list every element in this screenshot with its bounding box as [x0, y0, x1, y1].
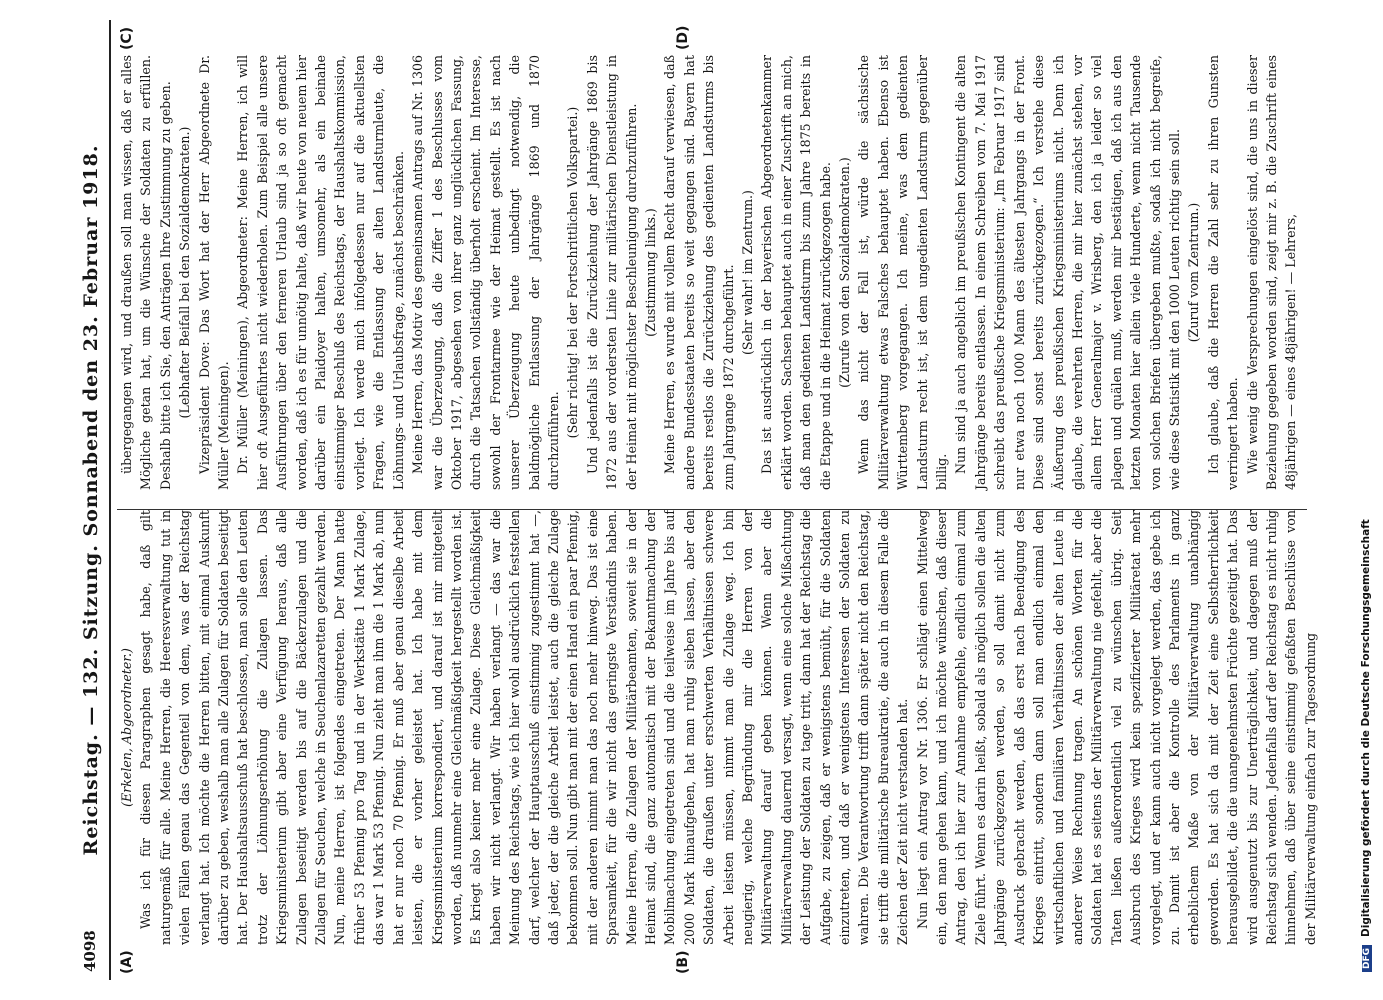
- paragraph: Das ist ausdrücklich in der bayerischen Abgeordnetenkammer erklärt worden. Sachsen behauptet auch in einer Zuschrift an mich, daß man den gedienten Landsturm bis zum Jahre 1875 bereits in die Etappe und in die Heimat zurückgezogen habe.: [759, 55, 833, 490]
- column-divider: [117, 509, 1307, 510]
- rotated-page: [55, 20, 1355, 980]
- paragraph: Wie wenig die Versprechungen eingelöst sind, die uns in dieser Beziehung gegeben worden sind, zeigt mir z. B. die Zuschrift eines 48jährigen — eines 48jährigen! — Lehrers,: [1244, 55, 1299, 490]
- paragraph: Wenn das nicht der Fall ist, würde die sächsische Militärverwaltung etwas Falsches behauptet haben. Ebenso ist Württemberg vorgegangen. Ich meine, was dem gedienten Landsturm recht ist, ist dem ungedienten Landsturm gegenüber billig.: [856, 55, 950, 490]
- paragraph: Meine Herren, das Motiv des gemeinsamen Antrags auf Nr. 1306 war die Überzeugung, daß die Ziffer 1 des Beschlusses vom Oktober 1917, abgesehen von ihrer ganz unglücklichen Fassung, durch die Tatsachen vollständig überholt erscheint. Im Interesse, sowohl der Frontarmee wie der Heimat gestellt. Es ist nach unserer Überzeugung heute unbedingt notwendig, die baldmögliche Entlassung der Jahrgänge 1869 und 1870 durchzuführen.: [410, 55, 561, 490]
- margin-marker-c: (C): [119, 26, 135, 50]
- interjection: (Zuruf vom Zentrum.): [1186, 202, 1202, 343]
- paragraph: Was ich für diesen Paragraphen gesagt habe, daß gilt naturgemäß für alle. Meine Herren, die Heeresverwaltung tut in vielen Fällen genau das Gegenteil von dem, was der Reichstag verlangt hat. Ich möchte die Herren bitten, mit einmal Auskunft darüber zu geben, weshalb man alle Zulagen für Soldaten beseitigt hat. Der Haushaltsausschuß hat beschlossen, man solle den Leuten trotz der Löhnungserhöhung die Zulagen lassen. Das Kriegsministerium gibt aber eine Verfügung heraus, daß alle Zulagen beseitigt werden bis auf die Bäckerzulagen und die Zulagen für Seuchen, welche in Seuchenlazaretten gezahlt werden. Nun, meine Herren, ist folgendes eingetreten. Der Mann hatte früher 53 Pfennig pro Tag und in der Werkstätte 1 Mark Zulage, das war 1 Mark 53 Pfennig. Nun zieht man ihm die 1 Mark ab, nun hat er nur noch 70 Pfennig. Er muß aber genau dieselbe Arbeit leisten, die er vorher geleistet hat. Ich habe mit dem Kriegsministerium korrespondiert, und darauf ist mir mitgeteilt worden, daß nunmehr eine Gleichmäßigkeit hergestellt worden ist. Es kriegt also keiner mehr eine Zulage. Diese Gleichmäßigkeit haben wir nicht verlangt. Wir haben verlangt — das war die Meinung des Reichstags, wie ich hier wohl ausdrücklich feststellen darf, welcher der Hauptausschuß einstimmig zugestimmt hat —, daß jeder, der die gleiche Arbeit leistet, auch die gleiche Zulage bekommen soll. Nun gibt man mit der einen Hand ein paar Pfennig, mit der anderen nimmt man das noch mehr hinweg. Das ist eine Sparsamkeit, für die wir nicht das geringste Verständnis haben. Meine Herren, die Zulagen der Militärbeamten, soweit sie in der Heimat sind, die ganz automatisch mit der Bekanntmachung der Mobilmachung eingetreten sind und die teilweise im Jahre bis auf 2000 Mark hinaufgehen, hat man ruhig sieben lassen, aber den Soldaten, die draußen unter erschwerten Verhältnissen schwere Arbeit leisten müssen, nimmt man die Zulage weg. Ich bin neugierig, welche Begründung mir die Herren von der Militärverwaltung darauf geben können. Wenn aber die Militärverwaltung dauernd versagt, wenn eine solche Mißachtung der Leistung der Soldaten zu tage tritt, dann hat der Reichstag die Aufgabe, zu zeigen, daß er wenigstens bemüht, für die Soldaten einzutreten, und daß er wenigstens Interessen der Soldaten zu wahren. Die Verantwortung trifft dann später nicht den Reichstag, sie trifft die militärische Bureaukratie, die auch in diesem Falle die Zeichen der Zeit nicht verstanden hat.: [138, 510, 911, 945]
- margin-marker-d: (D): [675, 25, 691, 50]
- paragraph: Meine Herren, es wurde mit vollem Recht darauf verwiesen, daß andere Bundesstaaten bereits so weit gegangen sind. Bayern hat bereits restlos die Zurückziehung des gedienten Landsturms bis zum Jahrgange 1872 durchgeführt.: [662, 55, 736, 490]
- paragraph: Dr. Müller (Meiningen), Abgeordneter: Meine Herren, ich will hier oft Ausgeführtes nicht wiederholen. Zum Beispiel alle unsere Ausführungen über den ferneren Urlaub sind ja so oft gemacht worden, daß ich es für unnötig halte, daß wir heute von neuem hier darüber ein Plaidoyer halten, umsomehr, als ein beinahe einstimmiger Beschluß des Reichstags, der Haushaltskommission, vorliegt. Ich werde mich infolgedessen nur auf die aktuellsten Fragen, wie die Entlassung der alten Landsturmleute, die Löhnungs- und Urlaubsfrage, zunächst beschränken.: [235, 55, 406, 490]
- interjection: (Lebhafter Beifall bei den Sozialdemokraten.): [177, 126, 193, 419]
- paragraph: Nun sind ja auch angeblich im preußischen Kontingent die alten Jahrgänge bereits entlassen. In einem Schreiben vom 7. Mai 1917 schreibt das preußische Kriegsministerium: „Im Februar 1917 sind nur etwa noch 1000 Mann des ältesten Jahrgangs in der Front. Diese sind sonst bereits zurückgezogen.“ Ich verstehe diese Äußerung des preußischen Kriegsministeriums nicht. Denn ich glaube, die verehrten Herren, die mir hier zunächst stehen, vor allem Herr Generalmajor v. Wrisberg, den ich ja leider so viel plagen und quälen muß, werden mir bestätigen, daß ich aus den letzten Monaten hier allein viele Hunderte, wenn nicht Tausende von solchen Briefen übergeben mußte, sodaß ich nicht begreife, wie diese Statistik mit den 1000 Leuten richtig sein soll.: [953, 55, 1182, 490]
- page-header: [75, 20, 111, 980]
- paragraph: Nun liegt ein Antrag vor Nr. 1306. Er schlägt einen Mittelweg ein, den man gehen kann, und ich möchte wünschen, daß dieser Antrag, den ich hier zur Annahme empfehle, endlich einmal zum Ziele führt. Wenn es darin heißt, sobald als möglich sollen die alten Jahrgänge zurückgezogen werden, so soll damit nicht zum Ausdruck gebracht werden, daß das erst nach Beendigung des Krieges eintritt, sondern dann soll man endlich einmal den wirtschaftlichen und familiären Verhältnissen der alten Leute in anderer Weise Rechnung tragen. An schönen Worten für die Soldaten hat es seitens der Militärverwaltung nie gefehlt, aber die Taten ließen außerordentlich viel zu wünschen übrig. Seit Ausbruch des Krieges wird kein spezifizierter Militäretat mehr vorgelegt, und er kann auch nicht vorgelegt werden, das gebe ich zu. Damit ist aber die Kontrolle des Parlaments in ganz erheblichem Maße von der Militärverwaltung unabhängig geworden. Es hat sich da mit der Zeit eine Selbstherrlichkeit herausgebildet, die die unangenehmsten Früchte gezeitigt hat. Das wird ausgenutzt bis zur Unerträglichkeit, und dagegen muß der Reichstag sich wenden. Jedenfalls darf der Reichstag es nicht ruhig hinnehmen, daß über seine einstimmig gefaßten Beschlüsse von der Militärverwaltung einfach zur Tagesordnung: [914, 510, 1318, 945]
- dfg-badge: DFG: [1362, 945, 1372, 972]
- interjection: (Sehr richtig! bei der Fortschrittlichen Volkspartei.): [565, 106, 581, 439]
- funding-note: Digitalisierung gefördert durch die Deutsche Forschungsgemeinschaft: [1360, 519, 1372, 937]
- interjection: (Zurufe von den Sozialdemokraten.): [837, 157, 853, 388]
- side-note: [1360, 10, 1380, 990]
- paragraph: Ich glaube, daß die Herren die Zahl sehr zu ihren Gunsten verringert haben.: [1205, 55, 1241, 490]
- paragraph: Vizepräsident Dove: Das Wort hat der Herr Abgeordnete Dr. Müller (Meiningen).: [196, 55, 232, 490]
- interjection: (Zustimmung links.): [642, 208, 658, 337]
- page-title: Reichstag. — 132. Sitzung. Sonnabend den 23. Februar 1918.: [80, 144, 102, 856]
- left-column: [117, 510, 1318, 945]
- paragraph: übergegangen wird, und draußen soll man wissen, daß er alles Mögliche getan hat, um die Wünsche der Soldaten zu erfüllen. Deshalb bitte ich Sie, den Anträgen Ihre Zustimmung zu geben.: [119, 55, 173, 490]
- side-note-text: [1360, 0, 1380, 990]
- page-number: 4098: [81, 930, 99, 972]
- margin-marker-b: (B): [675, 950, 691, 974]
- margin-marker-a: (A): [119, 950, 135, 974]
- speaker-note: (Erkelen, Abgeordneter.): [119, 648, 134, 807]
- right-column: [117, 55, 1312, 490]
- paragraph: Und jedenfalls ist die Zurückziehung der Jahrgänge 1869 bis 1872 aus der vordersten Linie zur militärischen Dienstleistung in der Heimat mit möglichster Beschleunigung durchzuführen.: [584, 55, 639, 490]
- interjection: (Sehr wahr! im Zentrum.): [740, 190, 755, 355]
